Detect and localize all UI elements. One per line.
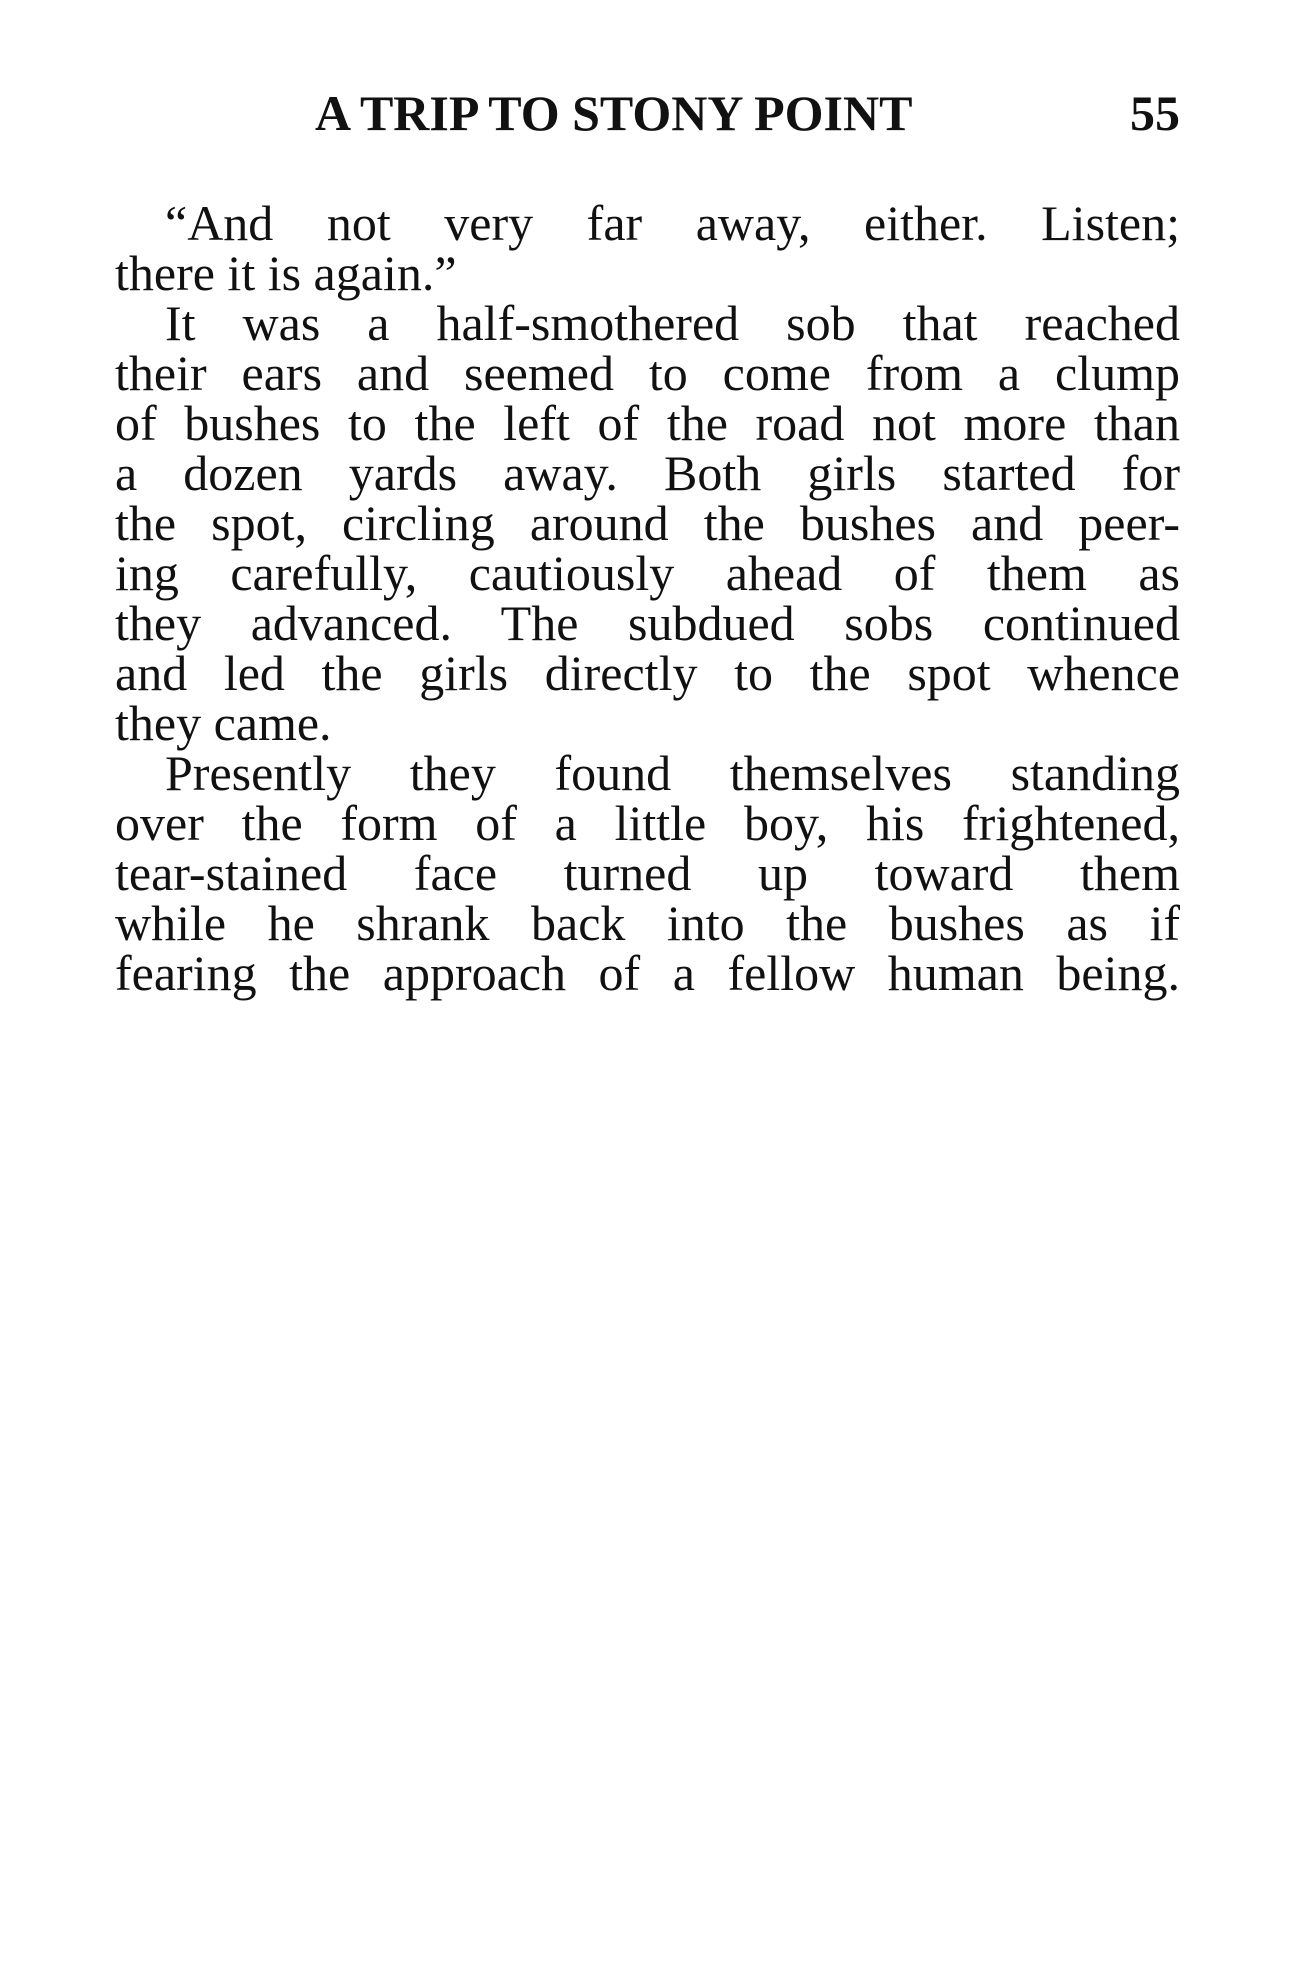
text-line: over the form of a little boy, his frightened, xyxy=(115,795,1180,851)
text-line: of bushes to the left of the road not more than xyxy=(115,395,1180,451)
text-line: their ears and seemed to come from a clump xyxy=(115,345,1180,401)
text-line: and led the girls directly to the spot whence xyxy=(115,645,1180,701)
running-title: A TRIP TO STONY POINT xyxy=(315,85,913,141)
running-head xyxy=(115,78,1190,148)
text-line: they advanced. The subdued sobs continued xyxy=(115,595,1180,651)
text-line: tear-stained face turned up toward them xyxy=(115,845,1180,901)
paragraph-2 xyxy=(115,295,1180,751)
text-line: while he shrank back into the bushes as if xyxy=(115,895,1180,951)
text-line: a dozen yards away. Both girls started for xyxy=(115,445,1180,501)
text-line: ing carefully, cautiously ahead of them as xyxy=(115,545,1180,601)
text-line: It was a half-smothered sob that reached xyxy=(165,295,1180,351)
text-line: Presently they found themselves standing xyxy=(165,745,1180,801)
text-line: fearing the approach of a fellow human being. xyxy=(115,945,1180,1001)
paragraph-1 xyxy=(115,195,1180,301)
text-line: they came. xyxy=(115,695,332,751)
page-number: 55 xyxy=(1130,85,1180,141)
text-line: the spot, circling around the bushes and peer- xyxy=(115,495,1180,551)
body-text xyxy=(115,195,1180,1001)
text-line: “And not very far away, either. Listen; xyxy=(165,195,1180,251)
text-line: there it is again.” xyxy=(115,245,457,301)
paragraph-3 xyxy=(115,745,1180,1001)
